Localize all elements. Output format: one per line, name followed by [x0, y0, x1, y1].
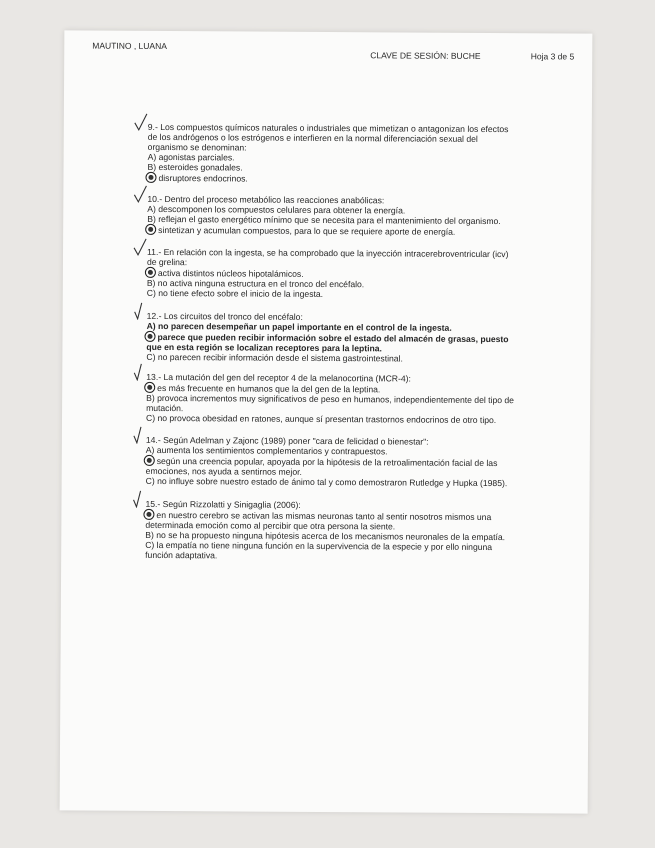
- page-number: Hoja 3 de 5: [530, 51, 575, 62]
- student-name: MAUTINO , LUANA: [92, 40, 167, 52]
- option-b: B) esteroides gonadales.: [147, 161, 243, 173]
- option-c-marked: [147, 172, 517, 185]
- question-stem: 15.- Según Rizzolatti y Sinigaglia (2006):: [145, 498, 301, 510]
- option-c: C) no tiene efecto sobre el inicio de la ingesta.: [146, 287, 324, 299]
- question-9: [147, 122, 517, 185]
- option-a-marked: [145, 509, 515, 532]
- question-stem: 11.- En relación con la ingesta, se ha comprobado que la inyección intracerebroventricular (icv) de grelina:: [146, 246, 509, 268]
- option-a: A) agonistas parciales.: [147, 151, 235, 163]
- question-12: [146, 311, 516, 364]
- option-b-marked: [146, 331, 516, 354]
- checkmark-icon: [131, 490, 145, 508]
- question-11: [147, 247, 517, 300]
- option-c-text: disruptores endocrinos.: [158, 172, 248, 184]
- checkmark-icon: [132, 426, 146, 444]
- option-a-text: en nuestro cerebro se activan las mismas neuronas tanto al sentir nosotros mismos una determinada emoción como al percibir que otra persona la siente.: [145, 509, 492, 532]
- option-b: B) no se ha propuesto ninguna hipótesis acerca de los mecanismos neuronales de la empatía.: [145, 529, 506, 543]
- question-stem: 9.- Los compuestos químicos naturales o industriales que mimetizan o antagonizan los efectos de los andrógenos o los estrógenos e interfieren en la normal diferenciación sexual del organismo se denominan:: [147, 121, 509, 153]
- checkmark-icon: [134, 113, 148, 131]
- question-stem: 13.- La mutación del gen del receptor 4 de la melanocortina (MCR-4):: [146, 371, 411, 384]
- marked-circle-icon: [145, 224, 156, 235]
- option-c: C) la empatía no tiene ninguna función en la supervivencia de la especie y por ello ninguna función adaptativa.: [145, 539, 493, 561]
- checkmark-icon: [133, 302, 147, 320]
- exam-sheet: [60, 30, 593, 813]
- checkmark-icon: [133, 185, 147, 203]
- option-c: C) no provoca obesidad en ratones, aunque sí presentan trastornos endocrinos de otro tipo.: [145, 412, 497, 426]
- marked-circle-icon: [145, 267, 156, 278]
- option-b-text: parece que pueden recibir información sobre el estado del almacén de grasas, puesto que en esta región se localizan receptores para la leptina.: [146, 331, 509, 354]
- option-a: A) descomponen los compuestos celulares para obtener la energía.: [147, 203, 406, 216]
- marked-circle-icon: [145, 172, 156, 183]
- option-b: B) no activa ninguna estructura en el tronco del encéfalo.: [146, 277, 365, 290]
- checkmark-icon: [133, 238, 147, 256]
- option-b: B) provoca incrementos muy significativos de peso en humanos, independientemente del tipo de mutación.: [146, 392, 515, 414]
- marked-circle-icon: [144, 382, 155, 393]
- marked-circle-icon: [143, 509, 154, 520]
- question-stem: 12.- Los circuitos del tronco del encéfalo:: [146, 310, 303, 322]
- option-c: C) no influye sobre nuestro estado de ánimo tal y como demostraron Rutledge y Hupka (1985).: [145, 475, 508, 489]
- checkmark-icon: [132, 363, 146, 381]
- option-a-text: activa distintos núcleos hipotalámicos.: [157, 267, 304, 279]
- page-header: [92, 40, 575, 62]
- question-stem: 10.- Dentro del proceso metabólico las reacciones anabólicas:: [147, 193, 385, 206]
- option-c: C) no parecen recibir información desde el sistema gastrointestinal.: [146, 351, 403, 364]
- option-a: A) no parecen desempeñar un papel importante en el control de la ingesta.: [146, 320, 452, 333]
- option-b-text: según una creencia popular, apoyada por la hipótesis de la retroalimentación facial de las emociones, nos ayuda a sentirnos mejor.: [145, 455, 498, 477]
- option-b: B) reflejan el gasto energético mínimo que se necesita para el mantenimiento del organismo.: [147, 213, 501, 227]
- marked-circle-icon: [144, 455, 155, 466]
- option-a: A) aumenta los sentimientos complementarios y contrapuestos.: [145, 444, 388, 457]
- question-13: [146, 372, 516, 425]
- option-a-text: es más frecuente en humanos que la del gen de la leptina.: [157, 382, 381, 395]
- session-key: CLAVE DE SESIÓN: BUCHE: [370, 50, 481, 61]
- question-10: [147, 194, 517, 237]
- question-list: [145, 122, 518, 572]
- question-stem: 14.- Según Adelman y Zajonc (1989) poner "cara de felicidad o bienestar":: [145, 434, 429, 447]
- option-b-marked: [146, 455, 516, 478]
- question-15: [145, 499, 515, 562]
- question-14: [146, 435, 516, 488]
- option-c-text: sintetizan y acumulan compuestos, para lo que se requiere aporte de energía.: [158, 224, 456, 237]
- option-c-marked: [147, 224, 517, 237]
- marked-circle-icon: [144, 331, 155, 342]
